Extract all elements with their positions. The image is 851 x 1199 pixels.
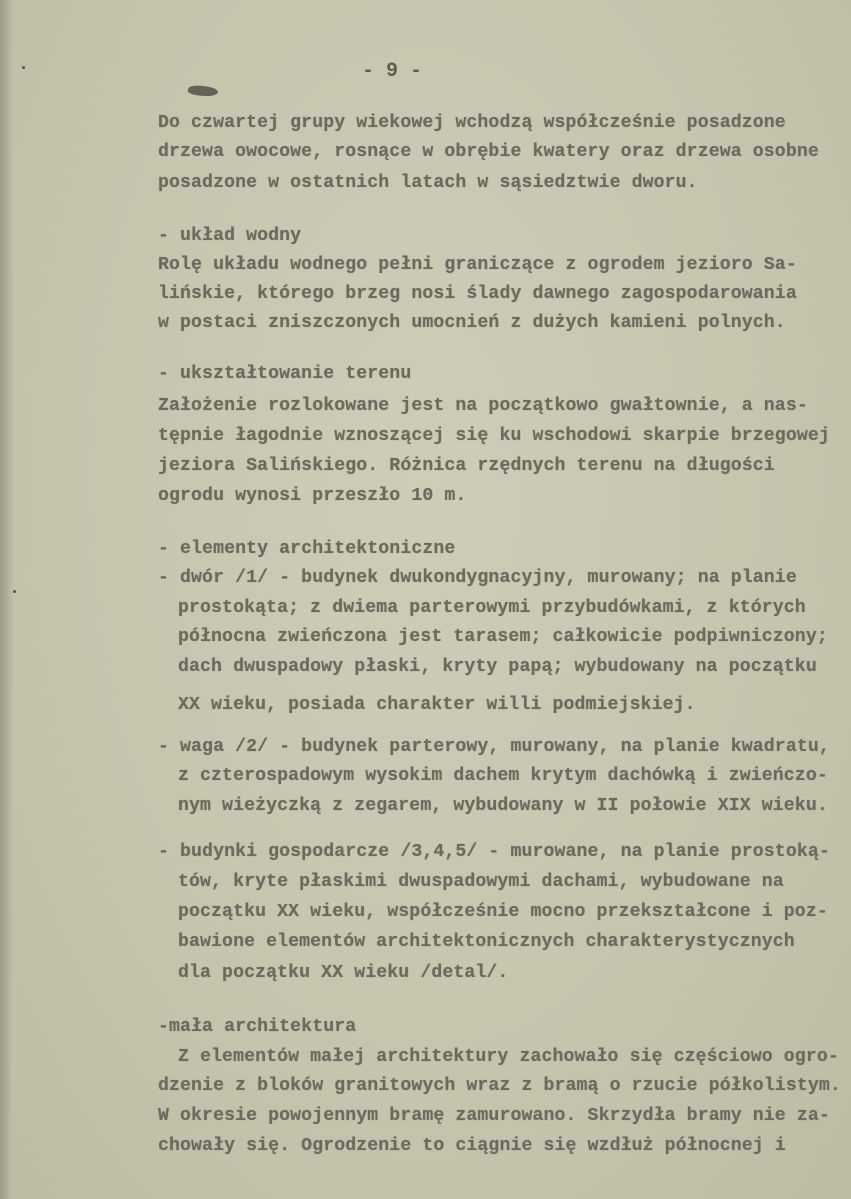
paragraph-water-line: w postaci zniszczonych umocnień z dużych kamieni polnych. (158, 313, 786, 333)
paragraph-intro-line: drzewa owocowe, rosnące w obrębie kwatery oraz drzewa osobne (158, 142, 819, 162)
paragraph-intro-line: posadzone w ostatnich latach w sąsiedztwie dworu. (158, 173, 698, 193)
scan-edge (0, 0, 14, 1199)
list-item-farm-buildings-line: - budynki gospodarcze /3,4,5/ - murowane, na planie prostoką- (158, 842, 830, 862)
paragraph-water-line: lińskie, którego brzeg nosi ślady dawnego zagospodarowania (158, 284, 797, 304)
heading-architecture-line: - elementy architektoniczne (158, 539, 456, 559)
list-item-manor-line: prostokąta; z dwiema parterowymi przybudówkami, z których (178, 598, 806, 618)
heading-small-architecture-line: -mała architektura (158, 1017, 357, 1037)
ink-blot (187, 84, 218, 98)
page-number: - 9 - (362, 60, 423, 83)
paragraph-water-line: Rolę układu wodnego pełni graniczące z ogrodem jezioro Sa- (158, 255, 797, 275)
list-item-farm-buildings-line: początku XX wieku, współcześnie mocno przekształcone i poz- (178, 902, 828, 922)
paragraph-small-architecture-line: dzenie z bloków granitowych wraz z bramą o rzucie półkolistym. (158, 1076, 841, 1096)
paragraph-terrain-line: tępnie łagodnie wznoszącej się ku wschodowi skarpie brzegowej (158, 426, 830, 446)
paragraph-small-architecture-line: chowały się. Ogrodzenie to ciągnie się wzdłuż północnej i (158, 1136, 786, 1156)
paragraph-small-architecture-line: Z elementów małej architektury zachowało się częściowo ogro- (178, 1047, 839, 1067)
list-item-scale-line: z czterospadowym wysokim dachem krytym dachówką i zwieńczo- (178, 766, 828, 786)
list-item-manor-line: dach dwuspadowy płaski, kryty papą; wybudowany na początku (178, 657, 817, 677)
list-item-farm-buildings-line: bawione elementów architektonicznych charakterystycznych (178, 932, 795, 952)
paragraph-intro-line: Do czwartej grupy wiekowej wchodzą współcześnie posadzone (158, 113, 786, 133)
list-item-farm-buildings-line: dla początku XX wieku /detal/. (178, 963, 509, 983)
paragraph-small-architecture-line: W okresie powojennym bramę zamurowano. Skrzydła bramy nie za- (158, 1106, 830, 1126)
list-item-manor-line: XX wieku, posiada charakter willi podmiejskiej. (178, 695, 696, 715)
list-item-manor-line: północna zwieńczona jest tarasem; całkowicie podpiwniczony; (178, 627, 828, 647)
heading-terrain-line: - ukształtowanie terenu (158, 364, 412, 384)
list-item-manor-line: - dwór /1/ - budynek dwukondygnacyjny, murowany; na planie (158, 568, 797, 588)
punch-mark (13, 590, 16, 593)
list-item-scale-line: - waga /2/ - budynek parterowy, murowany, na planie kwadratu, (158, 737, 830, 757)
paragraph-terrain-line: jeziora Salińskiego. Różnica rzędnych terenu na długości (158, 456, 775, 476)
punch-mark (22, 66, 25, 69)
paragraph-terrain-line: Założenie rozlokowane jest na początkowo gwałtownie, a nas- (158, 396, 808, 416)
list-item-scale-line: nym wieżyczką z zegarem, wybudowany w II połowie XIX wieku. (178, 796, 828, 816)
heading-water-line: - układ wodny (158, 226, 302, 246)
list-item-farm-buildings-line: tów, kryte płaskimi dwuspadowymi dachami, wybudowane na (178, 872, 784, 892)
paragraph-terrain-line: ogrodu wynosi przeszło 10 m. (158, 486, 467, 506)
